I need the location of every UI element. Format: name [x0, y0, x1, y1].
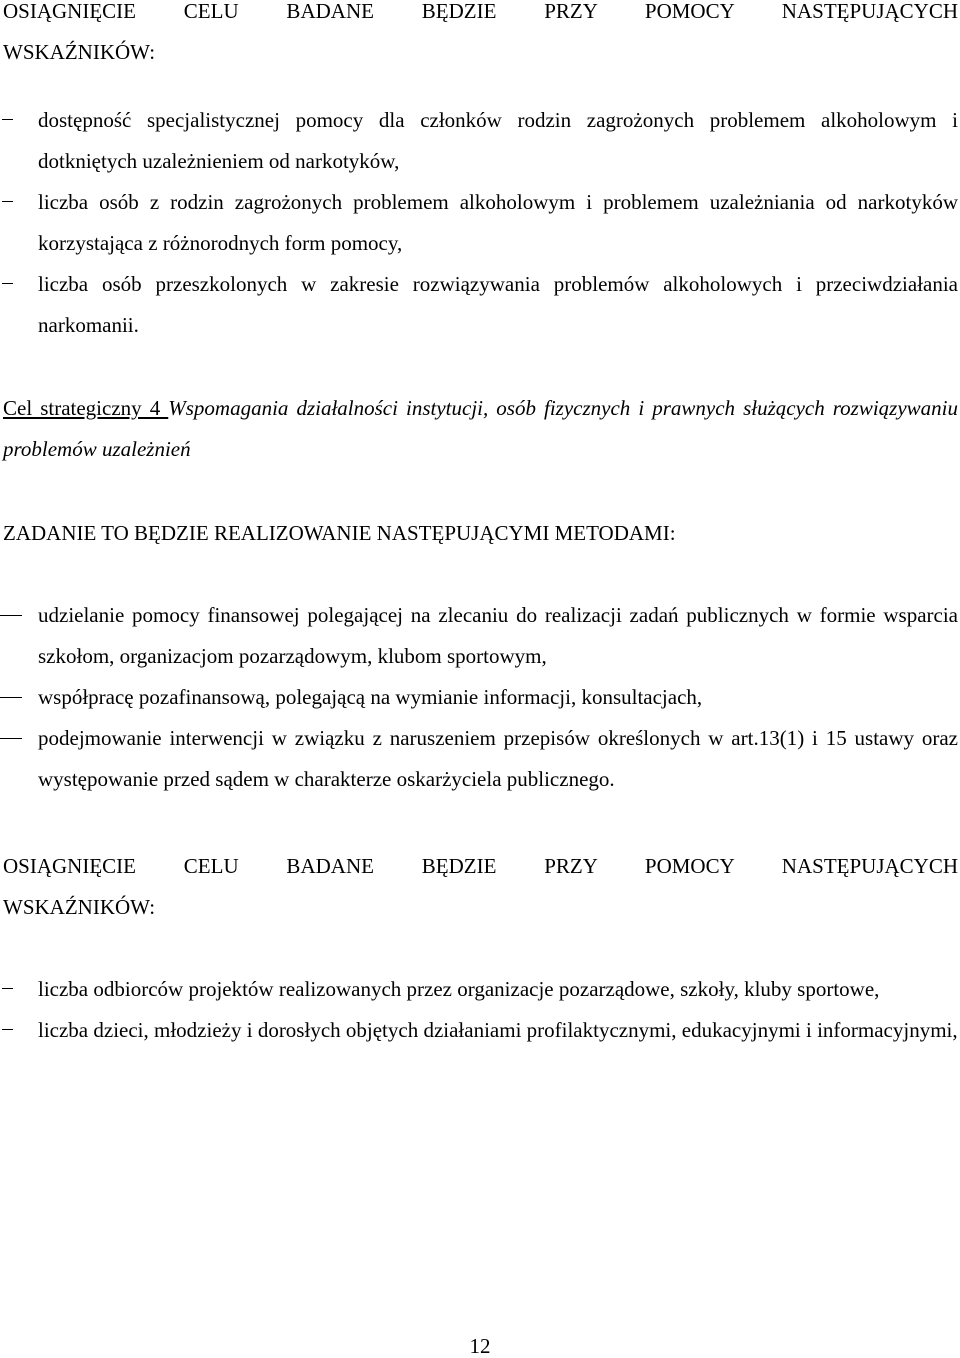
methods-list: [0, 595, 958, 800]
strategic-goal-lead: Cel strategiczny 4: [3, 396, 169, 420]
list-item-text: liczba osób z rodzin zagrożonych problemem alkoholowym i problemem uzależniania od narkotyków korzystająca z różnorodnych form pomocy,: [38, 190, 958, 255]
indicators-heading-1-line2: WSKAŹNIKÓW:: [3, 40, 156, 64]
dash-icon: [0, 697, 22, 698]
dash-icon: [0, 615, 22, 616]
list-item: [0, 969, 958, 1010]
list-item: [0, 677, 958, 718]
indicators-heading-1: [3, 0, 958, 73]
list-item-text: współpracę pozafinansową, polegającą na wymianie informacji, konsultacjach,: [38, 685, 703, 709]
list-item: [0, 718, 958, 800]
list-item-text: liczba osób przeszkolonych w zakresie rozwiązywania problemów alkoholowych i przeciwdziałania narkomanii.: [38, 272, 958, 337]
dash-icon: [2, 988, 13, 989]
dash-icon: [0, 738, 22, 739]
dash-icon: [2, 283, 13, 284]
list-item-text: liczba odbiorców projektów realizowanych przez organizacje pozarządowe, szkoły, kluby sportowe,: [38, 977, 880, 1001]
list-item-text: udzielanie pomocy finansowej polegającej na zlecaniu do realizacji zadań publicznych w formie wsparcia szkołom, organizacjom pozarządowym, klubom sportowym,: [38, 603, 958, 668]
list-item-text: liczba dzieci, młodzieży i dorosłych objętych działaniami profilaktycznymi, edukacyjnymi i informacyjnymi,: [38, 1018, 958, 1042]
indicators-heading-2-line1: OSIĄGNIĘCIE CELU BADANE BĘDZIE PRZY POMOCY NASTĘPUJĄCYCH: [3, 854, 958, 878]
strategic-goal-title: Wspomagania działalności instytucji, osób fizycznych i prawnych służących rozwiązywaniu problemów uzależnień: [3, 396, 958, 461]
methods-heading: ZADANIE TO BĘDZIE REALIZOWANIE NASTĘPUJĄCYMI METODAMI:: [3, 521, 676, 545]
list-item-text: podejmowanie interwencji w związku z naruszeniem przepisów określonych w art.13(1) i 15 ustawy oraz występowanie przed sądem w charakterze oskarżyciela publicznego.: [38, 726, 958, 791]
list-item: [0, 1010, 958, 1051]
dash-icon: [2, 1029, 13, 1030]
list-item: [0, 100, 958, 182]
page-number: 12: [469, 1334, 491, 1358]
dash-icon: [2, 201, 13, 202]
list-item: [0, 264, 958, 346]
list-item: [0, 182, 958, 264]
strategic-goal: [3, 388, 958, 470]
list-item: [0, 595, 958, 677]
list-item-text: dostępność specjalistycznej pomocy dla członków rodzin zagrożonych problemem alkoholowym i dotkniętych uzależnieniem od narkotyków,: [38, 108, 958, 173]
dash-icon: [2, 119, 13, 120]
indicators-list-1: [0, 100, 958, 346]
indicators-heading-2: [3, 846, 958, 928]
indicators-heading-2-line2: WSKAŹNIKÓW:: [3, 895, 156, 919]
indicators-heading-1-line1: OSIĄGNIĘCIE CELU BADANE BĘDZIE PRZY POMOCY NASTĘPUJĄCYCH: [3, 0, 958, 23]
indicators-list-2: [0, 969, 958, 1051]
